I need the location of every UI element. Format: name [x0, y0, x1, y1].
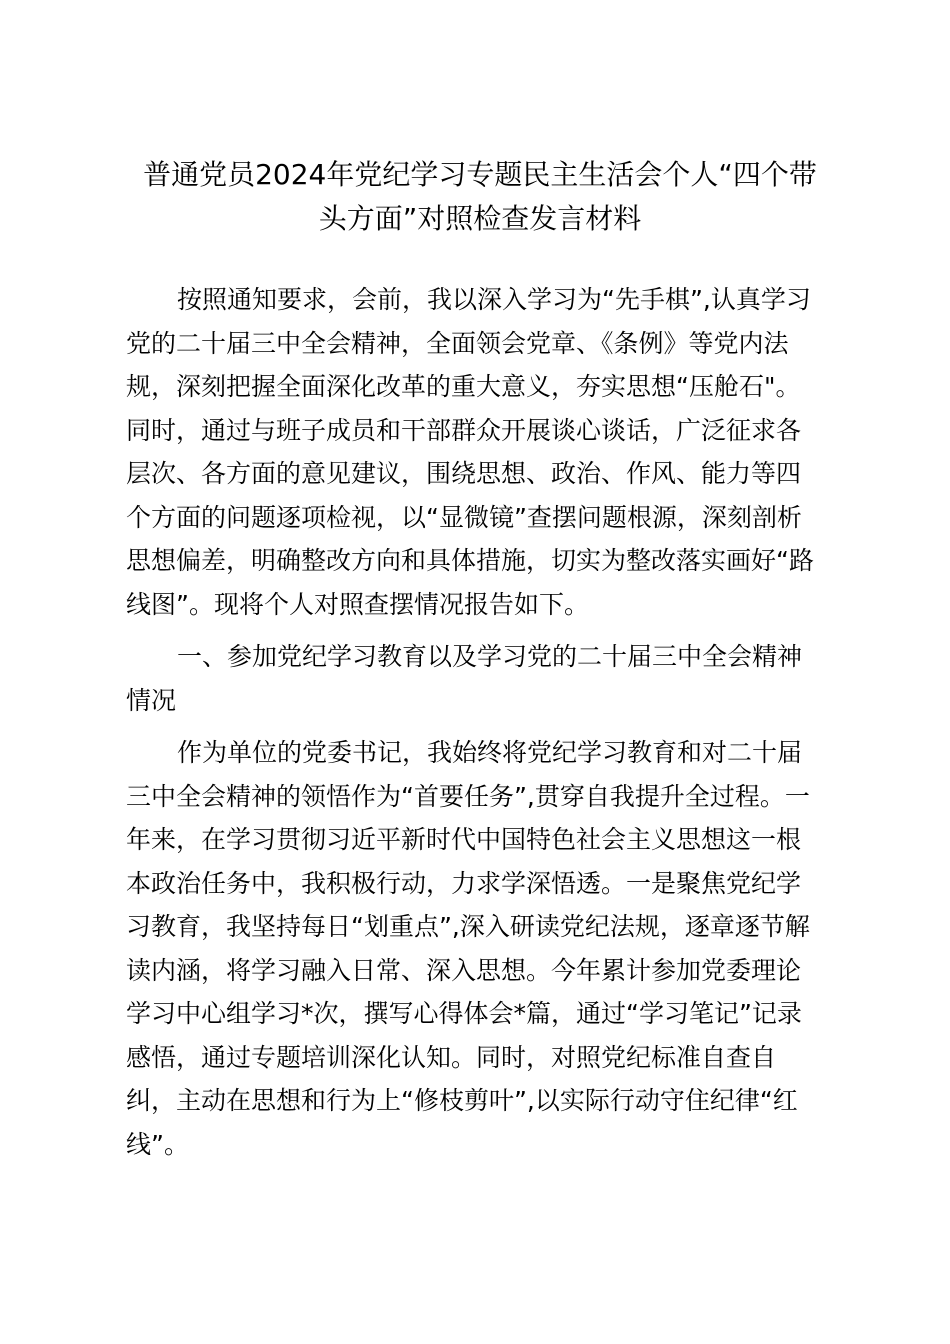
text-line: 纠，主动在思想和行为上“修枝剪叶”,以实际行动守住纪律“红 — [126, 1086, 798, 1115]
text-line: 读内涵，将学习融入日常、深入思想。今年累计参加党委理论 — [126, 955, 802, 985]
text-line: 感悟，通过专题培训深化认知。同时，对照党纪标准自查自 — [126, 1042, 777, 1072]
paragraph-section-1 — [126, 731, 838, 1166]
text-line: 习教育，我坚持每日“划重点”,深入研读党纪法规，逐章逐节解 — [126, 912, 810, 941]
section-heading-1 — [126, 635, 838, 722]
text-line: 年来，在学习贯彻习近平新时代中国特色社会主义思想这一根 — [126, 825, 802, 854]
text-line: 按照通知要求，会前，我以深入学习为“先手棋”,认真学习 — [177, 285, 811, 314]
text-line: 本政治任务中，我积极行动，力求学深悟透。一是聚焦党纪学 — [126, 868, 802, 898]
document-body — [126, 278, 838, 1166]
title-line-2: 头方面”对照检查发言材料 — [318, 201, 642, 235]
text-line: 三中全会精神的领悟作为“首要任务”,贯穿自我提升全过程。一 — [126, 781, 810, 811]
text-line: 线图”。现将个人对照查摆情况报告如下。 — [126, 589, 589, 619]
heading-line: 一、参加党纪学习教育以及学习党的二十届三中全会精神 — [177, 642, 803, 671]
title-line-1: 普通党员2024年党纪学习专题民主生活会个人“四个带 — [143, 158, 817, 191]
text-line: 层次、各方面的意见建议，围绕思想、政治、作风、能力等四 — [126, 459, 802, 488]
text-line: 党的二十届三中全会精神，全面领会党章、《条例》等党内法 — [126, 328, 789, 358]
text-line: 规，深刻把握全面深化改革的重大意义，夯实思想“压舱石"。 — [126, 372, 801, 401]
document-title — [120, 152, 840, 239]
text-line: 个方面的问题逐项检视，以“显微镜”查摆问题根源，深刻剖析 — [126, 502, 802, 532]
text-line: 作为单位的党委书记，我始终将党纪学习教育和对二十届 — [177, 738, 803, 767]
text-line: 思想偏差，明确整改方向和具体措施，切实为整改落实画好“路 — [126, 546, 814, 575]
paragraph-intro — [126, 278, 838, 626]
text-line: 线”。 — [126, 1129, 189, 1159]
heading-line: 情况 — [126, 685, 177, 715]
text-line: 学习中心组学习*次，撰写心得体会*篇，通过“学习笔记”记录 — [126, 999, 802, 1028]
text-line: 同时，通过与班子成员和干部群众开展谈心谈话，广泛征求各 — [126, 415, 802, 445]
